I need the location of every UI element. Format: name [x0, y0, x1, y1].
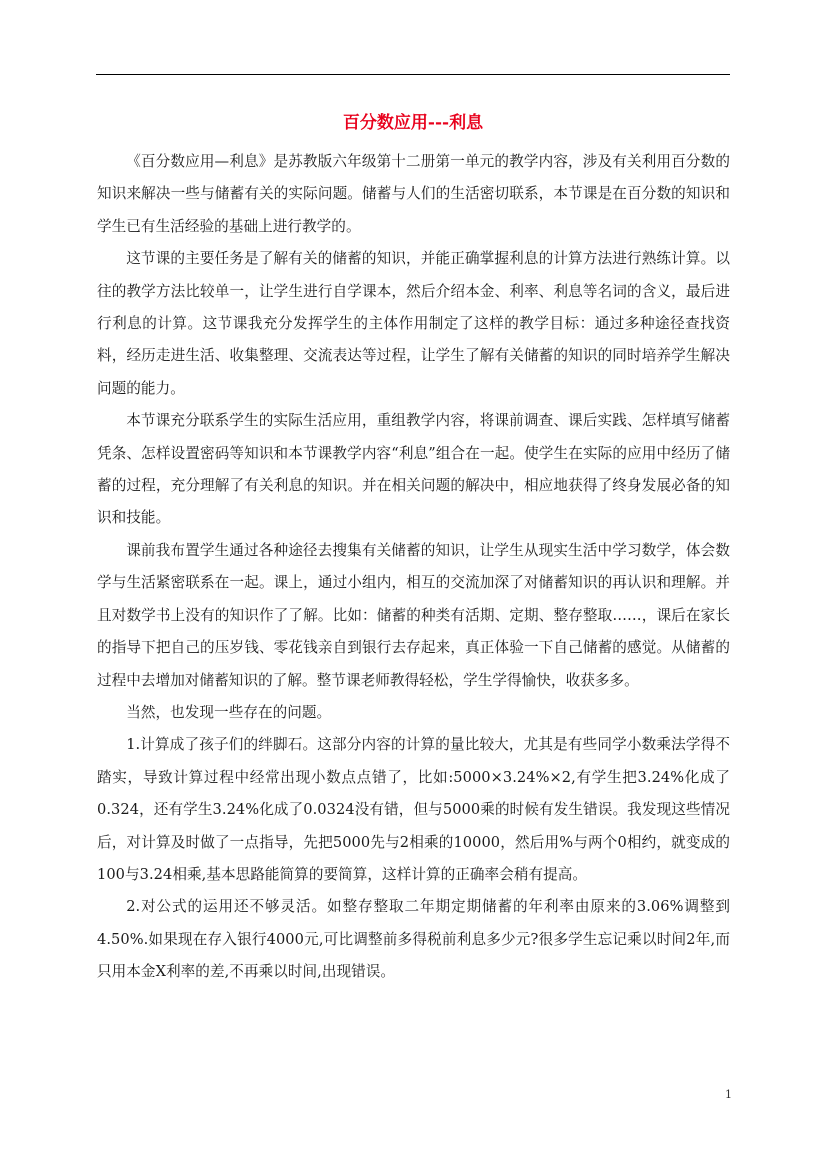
paragraph-1: 《百分数应用—利息》是苏教版六年级第十二册第一单元的教学内容，涉及有关利用百分数的知识来解决一些与储蓄有关的实际问题。储蓄与人们的生活密切联系，本节课是在百分数的知识和学生已有生活经验的基础上进行教学的。: [97, 153, 730, 235]
paragraph-6: 1.计算成了孩子们的绊脚石。这部分内容的计算的量比较大，尤其是有些同学小数乘法学得不踏实，导致计算过程中经常出现小数点点错了，比如:5000×3.24%×2,有学生把3.24%化成了0.324，还有学生3.24%化成了0.0324没有错，但与5000乘的时候有发生错误。我发现这些情况后，对计算及时做了一点指导，先把5000先与2相乘的10000，然后用%与两个0相约，就变成的100与3.24相乘,基本思路能简算的要简算，这样计算的正确率会稍有提高。: [97, 736, 730, 883]
page-number: 1: [725, 1088, 732, 1101]
document-title: 百分数应用---利息: [342, 113, 484, 133]
paragraph-3: 本节课充分联系学生的实际生活应用，重组教学内容，将课前调查、课后实践、怎样填写储蓄凭条、怎样设置密码等知识和本节课教学内容“利息”组合在一起。使学生在实际的应用中经历了储蓄的过程，充分理解了有关利息的知识。并在相关问题的解决中，相应地获得了终身发展必备的知识和技能。: [97, 412, 730, 527]
paragraph-5: 当然，也发现一些存在的问题。: [126, 703, 332, 721]
header-rule: [96, 74, 730, 75]
document-body: [97, 146, 730, 989]
paragraph-7: 2.对公式的运用还不够灵活。如整存整取二年期定期储蓄的年利率由原来的3.06%调整到4.50%.如果现在存入银行4000元,可比调整前多得税前利息多少元?很多学生忘记乘以时间2年,而只用本金X利率的差,不再乘以时间,出现错误。: [97, 898, 730, 981]
paragraph-4: 课前我布置学生通过各种途径去搜集有关储蓄的知识，让学生从现实生活中学习数学，体会数学与生活紧密联系在一起。课上，通过小组内，相互的交流加深了对储蓄知识的再认识和理解。并且对数学书上没有的知识作了了解。比如：储蓄的种类有活期、定期、整存整取……，课后在家长的指导下把自己的压岁钱、零花钱亲自到银行去存起来，真正体验一下自己储蓄的感觉。从储蓄的过程中去增加对储蓄知识的了解。整节课老师教得轻松，学生学得愉快，收获多多。: [97, 541, 730, 689]
paragraph-2: 这节课的主要任务是了解有关的储蓄的知识，并能正确掌握利息的计算方法进行熟练计算。以往的教学方法比较单一，让学生进行自学课本，然后介绍本金、利率、利息等名词的含义，最后进行利息的计算。这节课我充分发挥学生的主体作用制定了这样的教学目标：通过多种途径查找资料，经历走进生活、收集整理、交流表达等过程，让学生了解有关储蓄的知识的同时培养学生解决问题的能力。: [97, 250, 730, 397]
